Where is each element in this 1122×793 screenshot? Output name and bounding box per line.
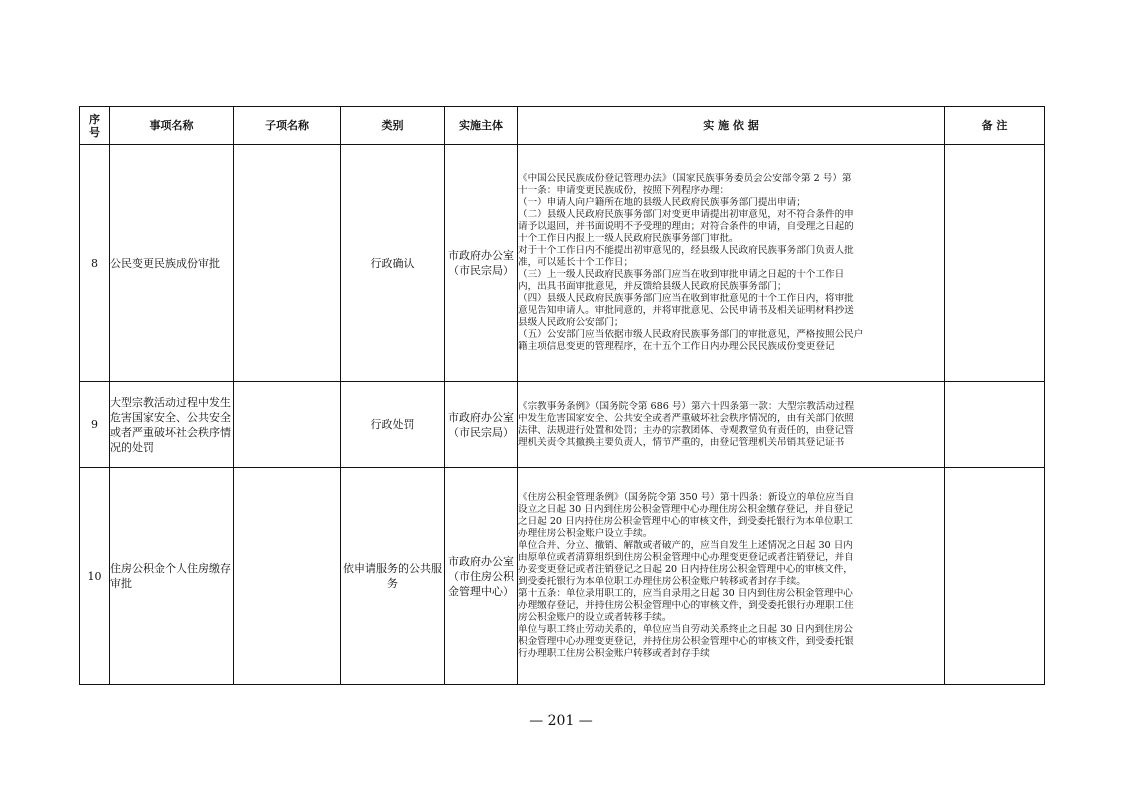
basis-line: 办理住房公积金账户设立手续。: [518, 528, 653, 539]
row-category: 行政确认: [341, 145, 445, 382]
row-basis: [518, 145, 945, 382]
row-remarks: [945, 468, 1045, 685]
row-seq: 8: [80, 145, 110, 382]
basis-line: 第十五条：单位录用职工的，应当自录用之日起 30 日内到住房公积金管理中心: [518, 588, 853, 599]
row-category: 依申请服务的公共服务: [341, 468, 445, 685]
row-seq: 9: [80, 382, 110, 468]
basis-line: 意见告知申请人。审批同意的，并将审批意见、公民申请书及相关证明材料抄送: [518, 305, 854, 316]
basis-line: 请予以退回，并书面说明不予受理的理由；对符合条件的申请，自受理之日起的: [518, 221, 854, 232]
basis-line: 单位合并、分立、撤销、解散或者破产的，应当自发生上述情况之日起 30 日内: [518, 540, 853, 551]
basis-line: 十一条：申请变更民族成份，按照下列程序办理：: [518, 185, 730, 196]
row-implementer: 市政府办公室（市民宗局）: [445, 382, 518, 468]
basis-line: 房公积金账户的设立或者转移手续。: [518, 612, 672, 623]
basis-line: 行办理职工住房公积金账户转移或者封存手续: [518, 648, 710, 659]
basis-line: 由原单位或者清算组织到住房公积金管理中心办理变更登记或者注销登记，并自: [518, 552, 854, 563]
basis-line: 法律、法规进行处置和处罚；主办的宗教团体、寺观教堂负有责任的，由登记管: [518, 424, 854, 436]
row-item-name: 公民变更民族成份审批: [110, 145, 234, 382]
basis-line: 到受委托银行为本单位职工办理住房公积金账户转移或者封存手续。: [518, 576, 806, 587]
row-implementer: 市政府办公室（市民宗局）: [445, 145, 518, 382]
header-basis: 实 施 依 据: [518, 107, 945, 145]
basis-line: 《宗教事务条例》（国务院令第 686 号）第六十四条第一款：大型宗教活动过程: [518, 400, 855, 412]
basis-line: （一）申请人向户籍所在地的县级人民政府民族事务部门提出申请；: [518, 197, 806, 208]
header-remarks: 备 注: [945, 107, 1045, 145]
basis-line: 县级人民政府公安部门；: [518, 317, 624, 328]
header-category: 类别: [341, 107, 445, 145]
basis-line: （二）县级人民政府民族事务部门对变更申请提出初审意见，对不符合条件的申: [518, 209, 854, 220]
policy-table: [79, 106, 1045, 685]
basis-line: 籍主项信息变更的管理程序，在十五个工作日内办理公民民族成份变更登记: [518, 341, 835, 352]
basis-line: 准，可以延长十个工作日；: [518, 257, 634, 268]
basis-line: 单位与职工终止劳动关系的，单位应当自劳动关系终止之日起 30 日内到住房公: [518, 624, 853, 635]
basis-line: 设立之日起 30 日内到住房公积金管理中心办理住房公积金缴存登记，并自登记: [518, 504, 853, 515]
basis-line: （五）公安部门应当依据市级人民政府民族事务部门的审批意见，严格按照公民户: [518, 329, 864, 340]
header-row: [80, 107, 1045, 145]
row-basis: [518, 468, 945, 685]
basis-line: 办妥变更登记或者注销登记之日起 20 日内持住房公积金管理中心的审核文件，: [518, 564, 853, 575]
row-seq: 10: [80, 468, 110, 685]
table-row: [80, 468, 1045, 685]
header-seq: [80, 107, 110, 145]
table-row: [80, 145, 1045, 382]
header-item-name: 事项名称: [110, 107, 234, 145]
basis-line: 《住房公积金管理条例》（国务院令第 350 号）第十四条：新设立的单位应当自: [518, 492, 855, 503]
row-item-name: 大型宗教活动过程中发生危害国家安全、公共安全或者严重破坏社会秩序情况的处罚: [110, 382, 234, 468]
basis-line: 十个工作日内报上一级人民政府民族事务部门审批。: [518, 233, 739, 244]
row-sub-item-name: [234, 382, 341, 468]
basis-line: 对于十个工作日内不能提出初审意见的，经县级人民政府民族事务部门负责人批: [518, 245, 854, 256]
row-basis: [518, 382, 945, 468]
row-sub-item-name: [234, 468, 341, 685]
row-remarks: [945, 145, 1045, 382]
basis-line: 办理缴存登记，并持住房公积金管理中心的审核文件，到受委托银行办理职工住: [518, 600, 854, 611]
header-implementer: 实施主体: [445, 107, 518, 145]
basis-line: 内，出具书面审批意见，并反馈给县级人民政府民族事务部门；: [518, 281, 787, 292]
basis-line: 中发生危害国家安全、公共安全或者严重破坏社会秩序情况的，由有关部门依照: [518, 412, 854, 424]
basis-line: 积金管理中心办理变更登记，并持住房公积金管理中心的审核文件，到受委托银: [518, 636, 854, 647]
row-implementer: 市政府办公室（市住房公积金管理中心）: [445, 468, 518, 685]
row-remarks: [945, 382, 1045, 468]
header-seq-label: 序号: [89, 112, 100, 139]
row-sub-item-name: [234, 145, 341, 382]
row-item-name: 住房公积金个人住房缴存审批: [110, 468, 234, 685]
page-number: — 201 —: [529, 713, 593, 729]
basis-line: 《中国公民民族成份登记管理办法》（国家民族事务委员会公安部令第 2 号）第: [518, 173, 852, 184]
table-row: [80, 382, 1045, 468]
basis-line: （三）上一级人民政府民族事务部门应当在收到审批申请之日起的十个工作日: [518, 269, 845, 280]
row-category: 行政处罚: [341, 382, 445, 468]
basis-line: 之日起 20 日内持住房公积金管理中心的审核文件，到受委托银行为本单位职工: [518, 516, 853, 527]
header-sub-item-name: 子项名称: [234, 107, 341, 145]
basis-line: （四）县级人民政府民族事务部门应当在收到审批意见的十个工作日内，将审批: [518, 293, 854, 304]
basis-line: 理机关责令其撤换主要负责人，情节严重的，由登记管理机关吊销其登记证书: [518, 436, 845, 448]
